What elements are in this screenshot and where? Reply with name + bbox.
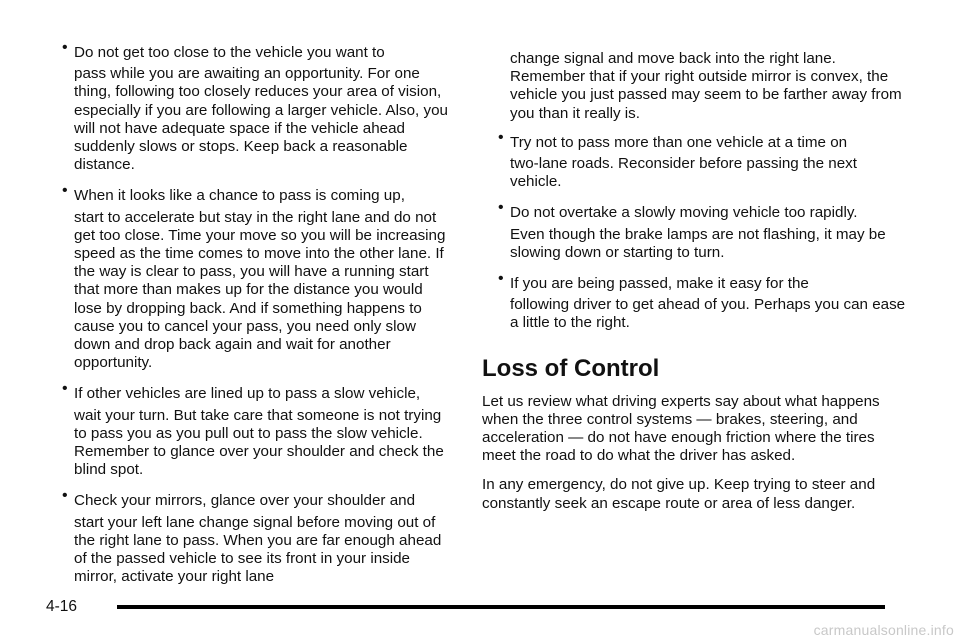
bullet-rest: wait your turn. But take care that someone is not trying to pass you as you pull out to pass the slow vehicle. Remember to glance over your shoulder and check the blind spot. bbox=[74, 406, 444, 479]
bullet-icon: • bbox=[498, 270, 504, 288]
footer-rule bbox=[117, 605, 885, 609]
bullet-icon: • bbox=[498, 199, 504, 217]
bullet-item bbox=[46, 39, 450, 174]
bullet-first-line: Try not to pass more than one vehicle at a time on bbox=[510, 133, 848, 151]
bullet-rest: start your left lane change signal before moving out of the right lane to pass. When you are far enough ahead of the passed vehicle to see its front in your inside mirror, activate your right lane bbox=[74, 513, 442, 586]
right-column bbox=[482, 44, 912, 524]
bullet-first-line: Do not overtake a slowly moving vehicle too rapidly. bbox=[510, 204, 858, 222]
bullet-rest: pass while you are awaiting an opportunity. For one thing, following too closely reduces your area of vision, especially if you are following a larger vehicle. Also, you will not have adequate space if the vehicle ahead suddenly slows or stops. Keep back a reasonable distance. bbox=[74, 65, 448, 174]
bullet-icon: • bbox=[498, 128, 504, 146]
bullet-rest: following driver to get ahead of you. Perhaps you can ease a little to the right. bbox=[510, 296, 906, 332]
bullet-icon: • bbox=[62, 182, 68, 200]
bullet-text bbox=[510, 275, 912, 333]
bullet-rest: start to accelerate but stay in the right lane and do not get too close. Time your move so you will be increasing speed as the time comes to move into the other lane. If the way is clear to pass, you will have a running start that more than makes up for the distance you would lose by dropping back. And if something happens to cause you to cancel your pass, you need only slow down and drop back again and wait for another opportunity. bbox=[74, 208, 446, 372]
bullet-text bbox=[74, 44, 450, 174]
bullet-icon: • bbox=[62, 487, 68, 505]
bullet-first-line: If you are being passed, make it easy for the bbox=[510, 275, 809, 293]
bullet-item bbox=[46, 182, 450, 372]
watermark-text: carmanualsonline.info bbox=[813, 622, 954, 638]
bullet-text bbox=[510, 204, 912, 262]
left-column bbox=[46, 39, 450, 599]
continued-bullet-text: change signal and move back into the right lane. Remember that if your right outside mirror is convex, the vehicle you just passed may seem to be farther away from you than it really is. bbox=[510, 50, 902, 122]
bullet-first-line: If other vehicles are lined up to pass a slow vehicle, bbox=[74, 385, 421, 403]
bullet-first-line: Do not get too close to the vehicle you want to bbox=[74, 44, 385, 61]
bullet-rest: two-lane roads. Reconsider before passing the next vehicle. bbox=[510, 155, 857, 191]
page-number: 4-16 bbox=[46, 598, 78, 615]
bullet-rest: Even though the brake lamps are not flashing, it may be slowing down or starting to turn. bbox=[510, 225, 886, 261]
bullet-item bbox=[46, 487, 450, 586]
bullet-item bbox=[46, 380, 450, 479]
bullet-text bbox=[74, 187, 450, 372]
body-paragraph: In any emergency, do not give up. Keep trying to steer and constantly seek an escape route or area of less danger. bbox=[482, 476, 876, 512]
bullet-item bbox=[482, 270, 912, 333]
bullet-text bbox=[74, 492, 450, 586]
bullet-icon: • bbox=[62, 380, 68, 398]
bullet-text bbox=[510, 134, 912, 192]
bullet-first-line: When it looks like a chance to pass is coming up, bbox=[74, 187, 405, 205]
bullet-first-line: Check your mirrors, glance over your shoulder and bbox=[74, 492, 416, 510]
bullet-item bbox=[482, 199, 912, 262]
section-title: Loss of Control bbox=[482, 354, 660, 382]
bullet-item bbox=[482, 128, 912, 192]
bullet-icon: • bbox=[62, 39, 68, 56]
body-paragraph: Let us review what driving experts say about what happens when the three control systems — brakes, steering, and acceleration — do not have enough friction where the tires meet the road to do what the driver has asked. bbox=[482, 392, 880, 465]
bullet-text bbox=[74, 385, 450, 479]
